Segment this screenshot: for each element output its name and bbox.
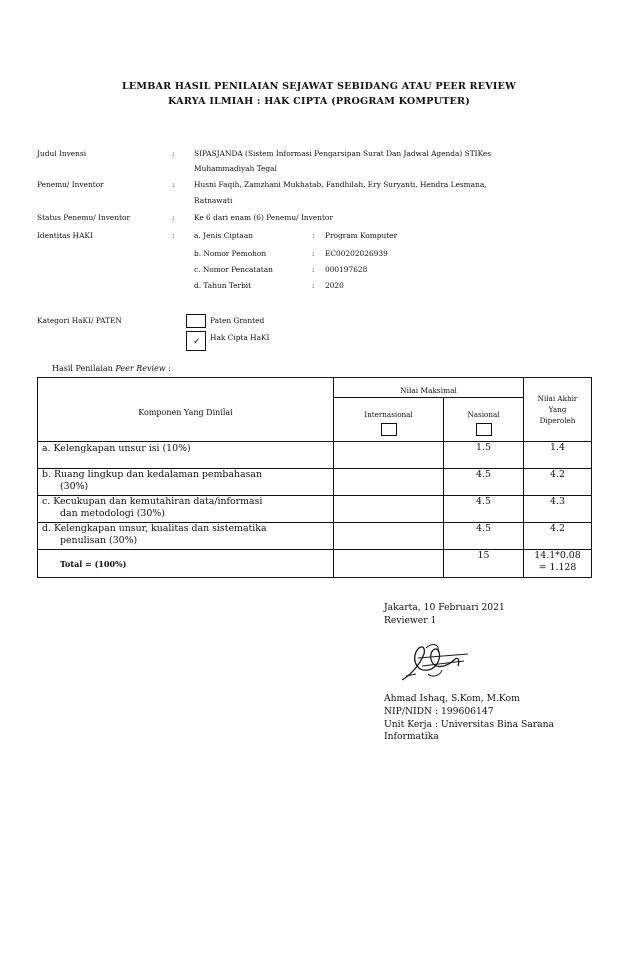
reviewer-label: Reviewer 1 bbox=[384, 615, 437, 626]
signature-image bbox=[398, 636, 478, 686]
status-label: Status Penemu/ Inventor bbox=[37, 213, 131, 222]
table-total-row: Total = (100%) 15 14.1*0.08 = 1.128 bbox=[38, 550, 592, 578]
haki-colon-c: : bbox=[312, 265, 315, 274]
hak-cipta-label: Hak Cipta HaKI bbox=[210, 333, 270, 342]
place-date: Jakarta, 10 Februari 2021 bbox=[384, 602, 505, 613]
score-table bbox=[37, 377, 592, 578]
table-caption-italic: Peer Review bbox=[115, 364, 166, 373]
haki-key-d: d. Tahun Terbit bbox=[194, 281, 252, 290]
status-value: Ke 6 dari enam (6) Penemu/ Inventor bbox=[194, 213, 333, 222]
judul-colon: : bbox=[172, 149, 175, 158]
document-title-line1: LEMBAR HASIL PENILAIAN SEJAWAT SEBIDANG ATAU PEER REVIEW bbox=[121, 81, 517, 92]
national-checkbox[interactable] bbox=[476, 423, 492, 436]
table-row: a. Kelengkapan unsur isi (10%) 1.5 1.4 bbox=[38, 442, 592, 469]
table-row: d. Kelengkapan unsur, kualitas dan sistematika penulisan (30%) 4.5 4.2 bbox=[38, 523, 592, 550]
reviewer-nip: NIP/NIDN : 199606147 bbox=[384, 706, 494, 717]
table-row: b. Ruang lingkup dan kedalaman pembahasan (30%) 4.5 4.2 bbox=[38, 469, 592, 496]
haki-colon-b: : bbox=[312, 249, 315, 258]
table-caption bbox=[52, 364, 171, 373]
header-final: Nilai Akhir Yang Diperoleh bbox=[524, 378, 592, 442]
hak-cipta-checkbox[interactable] bbox=[186, 331, 206, 351]
paten-granted-checkbox[interactable] bbox=[186, 314, 206, 328]
document-title-line2: KARYA ILMIAH : HAK CIPTA (PROGRAM KOMPUTER) bbox=[168, 96, 470, 107]
judul-value-line2: Muhammadiyah Tegal bbox=[194, 164, 277, 173]
table-row: c. Kecukupan dan kemutahiran data/informasi dan metodologi (30%) 4.5 4.3 bbox=[38, 496, 592, 523]
paten-granted-label: Paten Granted bbox=[210, 316, 265, 325]
haki-key-c: c. Nomor Pencatatan bbox=[194, 265, 273, 274]
reviewer-name: Ahmad Ishaq, S.Kom, M.Kom bbox=[384, 693, 520, 704]
header-national: Nasional bbox=[444, 398, 524, 442]
status-colon: : bbox=[172, 213, 175, 222]
reviewer-unit-line2: Informatika bbox=[384, 731, 439, 742]
haki-value-c: 000197628 bbox=[325, 265, 368, 274]
haki-value-d: 2020 bbox=[325, 281, 344, 290]
identitas-label: Identitas HAKI bbox=[37, 231, 93, 240]
table-caption-prefix: Hasil Penilaian bbox=[52, 364, 116, 373]
international-checkbox[interactable] bbox=[381, 423, 397, 436]
check-mark-icon: ✓ bbox=[193, 337, 201, 347]
identitas-colon: : bbox=[172, 231, 175, 240]
judul-value-line1: SIPASJANDA (Sistem Informasi Pengarsipan Surat Dan Jadwal Agenda) STIKes bbox=[194, 149, 492, 158]
header-component: Komponen Yang Dinilai bbox=[38, 378, 334, 442]
haki-colon-d: : bbox=[312, 281, 315, 290]
haki-value-b: EC00202026939 bbox=[325, 249, 388, 258]
judul-label: Judul Invensi bbox=[37, 149, 87, 158]
penemu-value-line2: Ratnawati bbox=[194, 196, 233, 205]
kategori-label: Kategori HaKI/ PATEN bbox=[37, 316, 122, 325]
haki-key-a: a. Jenis Ciptaan bbox=[194, 231, 253, 240]
haki-value-a: Program Komputer bbox=[325, 231, 398, 240]
header-international: Internasional bbox=[334, 398, 444, 442]
haki-key-b: b. Nomor Pemohon bbox=[194, 249, 267, 258]
header-max: Nilai Maksimal bbox=[334, 378, 524, 398]
penemu-label: Penemu/ Inventor bbox=[37, 180, 104, 189]
penemu-value-line1: Husni Faqih, Zamzhani Mukhatab, Fandhilah, Ery Suryanti, Hendra Lesmana, bbox=[194, 180, 487, 189]
table-caption-suffix: : bbox=[165, 364, 171, 373]
penemu-colon: : bbox=[172, 180, 175, 189]
haki-colon-a: : bbox=[312, 231, 315, 240]
reviewer-unit-line1: Unit Kerja : Universitas Bina Sarana bbox=[384, 719, 555, 730]
